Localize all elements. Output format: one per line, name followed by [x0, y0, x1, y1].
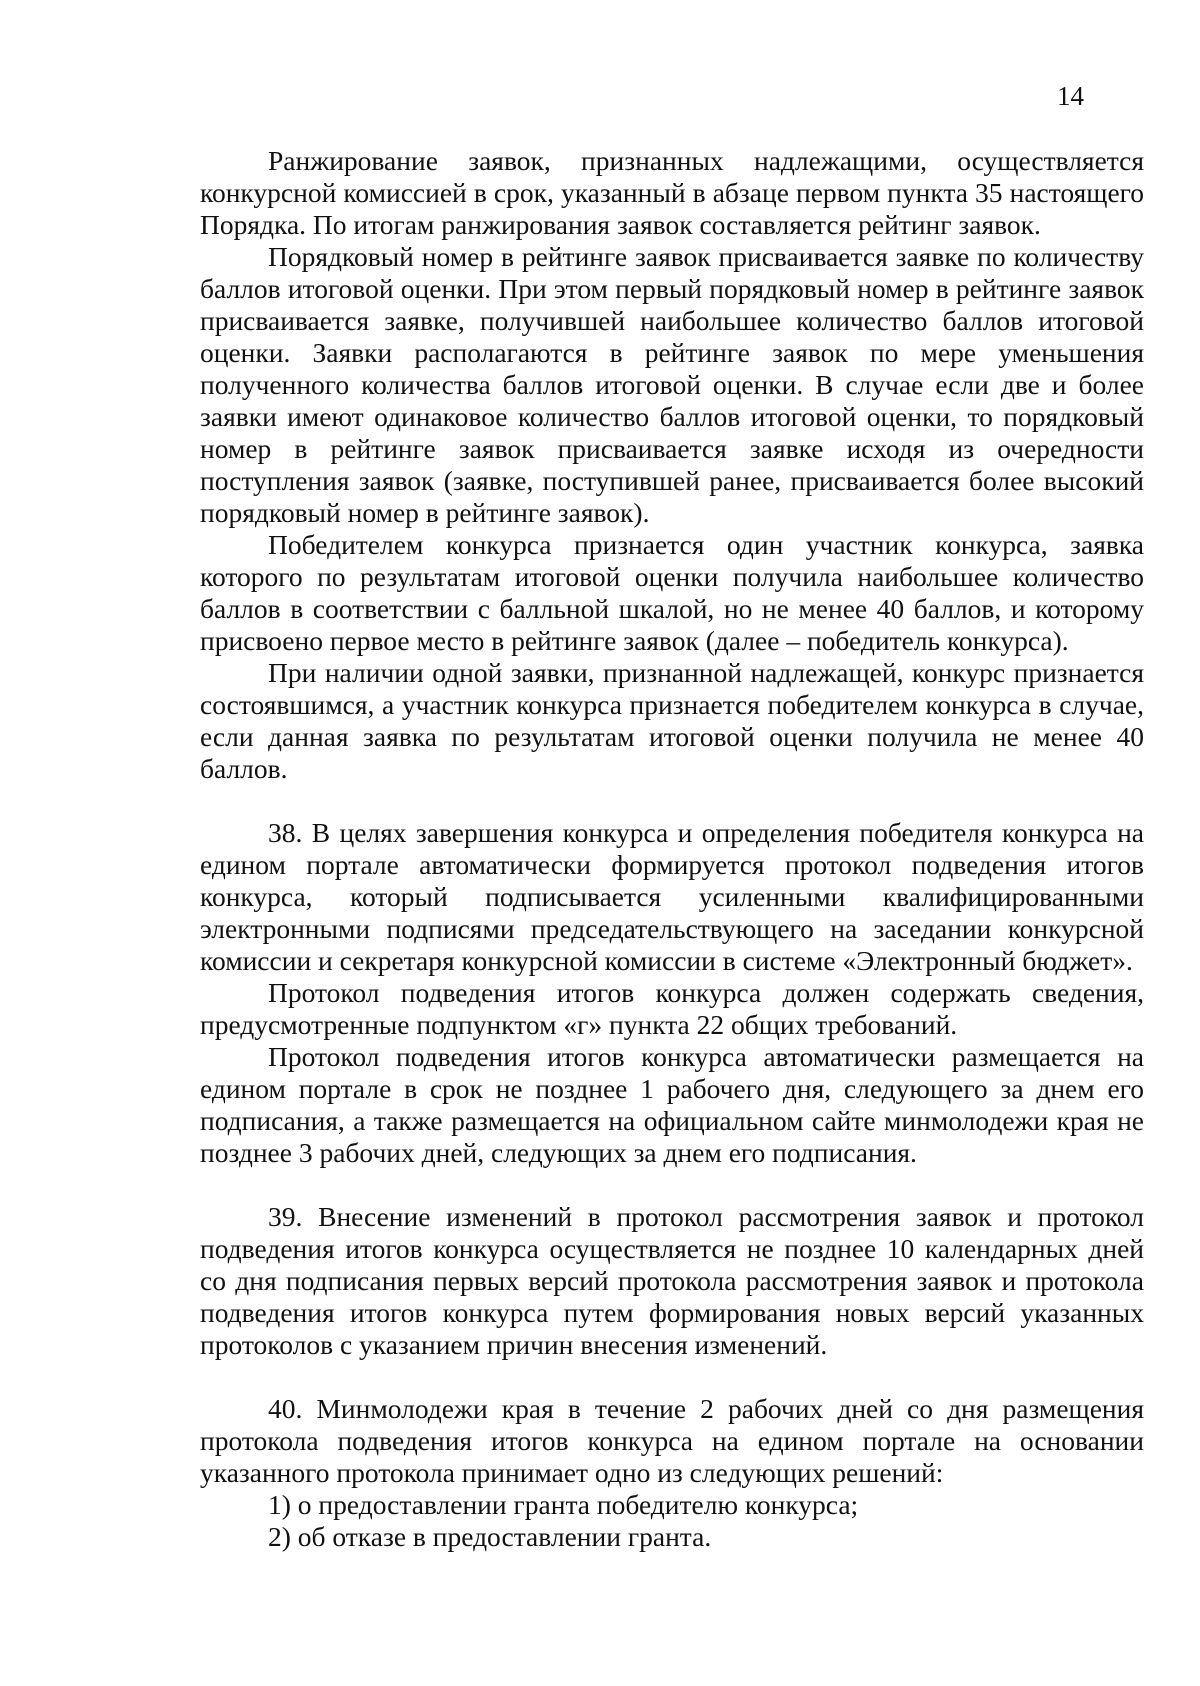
- paragraph-39: 39. Внесение изменений в протокол рассмотрения заявок и протокол подведения итогов конкурса осуществляется не позднее 10 календарных дней со дня подписания первых версий протокола рассмотрения заявок и протокола подведения итогов конкурса путем формирования новых версий указанных протоколов с указанием причин внесения изменений.: [200, 1201, 1144, 1360]
- paragraph-ranking: Ранжирование заявок, признанных надлежащими, осуществляется конкурсной комиссией в срок, указанный в абзаце первом пункта 35 настоящего Порядка. По итогам ранжирования заявок составляется рейтинг заявок.: [200, 145, 1144, 240]
- paragraph-40: 40. Минмолодежи края в течение 2 рабочих дней со дня размещения протокола подведения итогов конкурса на едином портале на основании указанного протокола принимает одно из следующих решений:: [200, 1393, 1144, 1488]
- paragraph-38: 38. В целях завершения конкурса и определения победителя конкурса на едином портале автоматически формируется протокол подведения итогов конкурса, который подписывается усиленными квалифицированными электронными подписями председательствующего на заседании конкурсной комиссии и секретаря конкурсной комиссии в системе «Электронный бюджет».: [200, 817, 1144, 976]
- list-item-refusal: 2) об отказе в предоставлении гранта.: [268, 1521, 712, 1552]
- document-body: [200, 145, 1144, 1553]
- list-item-grant: 1) о предоставлении гранта победителю конкурса;: [268, 1489, 859, 1520]
- page-number: 14: [1057, 81, 1084, 111]
- paragraph-rating-order: Порядковый номер в рейтинге заявок присваивается заявке по количеству баллов итоговой оценки. При этом первый порядковый номер в рейтинге заявок присваивается заявке, получившей наибольшее количество баллов итоговой оценки. Заявки располагаются в рейтинге заявок по мере уменьшения полученного количества баллов итоговой оценки. В случае если две и более заявки имеют одинаковое количество баллов итоговой оценки, то порядковый номер в рейтинге заявок присваивается заявке исходя из очередности поступления заявок (заявке, поступившей ранее, присваивается более высокий порядковый номер в рейтинге заявок).: [200, 241, 1144, 528]
- paragraph-38-publication: Протокол подведения итогов конкурса автоматически размещается на едином портале в срок не позднее 1 рабочего дня, следующего за днем его подписания, а также размещается на официальном сайте минмолодежи края не позднее 3 рабочих дней, следующих за днем его подписания.: [200, 1041, 1144, 1168]
- paragraph-single-application: При наличии одной заявки, признанной надлежащей, конкурс признается состоявшимся, а участник конкурса признается победителем конкурса в случае, если данная заявка по результатам итоговой оценки получила не менее 40 баллов.: [200, 657, 1144, 784]
- paragraph-winner: Победителем конкурса признается один участник конкурса, заявка которого по результатам итоговой оценки получила наибольшее количество баллов в соответствии с балльной шкалой, но не менее 40 баллов, и которому присвоено первое место в рейтинге заявок (далее – победитель конкурса).: [200, 529, 1144, 656]
- paragraph-38-contents: Протокол подведения итогов конкурса должен содержать сведения, предусмотренные подпунктом «г» пункта 22 общих требований.: [200, 977, 1144, 1040]
